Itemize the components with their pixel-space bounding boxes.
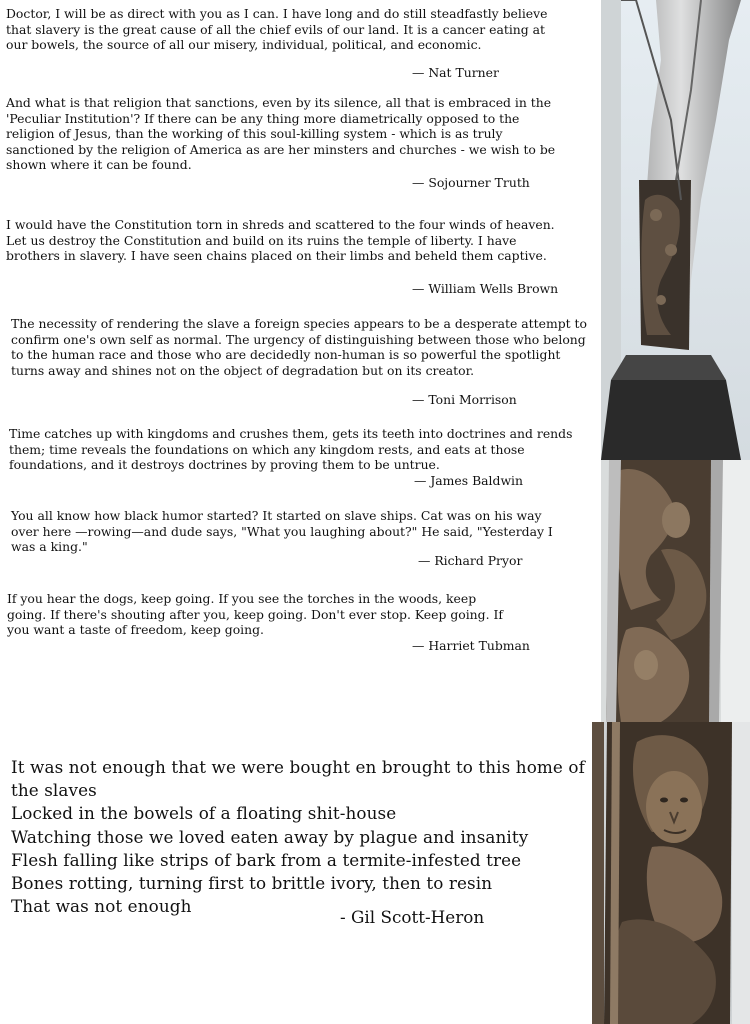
quote-text-sojourner-truth: And what is that religion that sanctions, even by its silence, all that is embraced in the 'Peculiar Institution'? If there can be any thing more diametrically opposed to the religion of Jesus, than the working of this soul-killing system - which is as truly sanctioned by the religion of America as are her minsters and churches - we wish to be shown where it can be found. [6, 95, 556, 173]
poem-author: - Gil Scott-Heron [340, 907, 485, 927]
quote-author-sojourner-truth: — Sojourner Truth [412, 175, 530, 190]
quote-text-james-baldwin: Time catches up with kingdoms and crushes them, gets its teeth into doctrines and rends them; time reveals the foundations on which any kingdom rests, and eats at those foundations, and it destroys doctrines by proving them to be untrue. [9, 426, 573, 473]
poem-line: That was not enough [11, 896, 192, 917]
quote-text-richard-pryor: You all know how black humor started? It started on slave ships. Cat was on his way over here —rowing—and dude says, "What you laughing about?" He said, "Yesterday I was a king." [11, 508, 553, 555]
poem-line: Flesh falling like strips of bark from a termite-infested tree [11, 849, 522, 870]
poem-line: Bones rotting, turning first to brittle ivory, then to resin [11, 873, 493, 894]
sculpture-photo-figures [601, 460, 750, 722]
quote-author-william-wells-brown: — William Wells Brown [412, 281, 559, 296]
quote-author-james-baldwin: — James Baldwin [414, 473, 523, 488]
quote-text-nat-turner: Doctor, I will be as direct with you as I can. I have long and do still steadfastly believe that slavery is the great cause of all the chief evils of our land. It is a cancer eating at our bowels, the source of all our misery, individual, political, and economic. [6, 6, 548, 53]
quote-text-harriet-tubman: If you hear the dogs, keep going. If you see the torches in the woods, keep going. If there's shouting after you, keep going. Don't ever stop. Keep going. If you want a taste of freedom, keep going. [7, 591, 503, 638]
sculpture-photo-full [601, 0, 750, 460]
poem [11, 756, 591, 918]
quote-text-william-wells-brown: I would have the Constitution torn in shreds and scattered to the four winds of heaven. Let us destroy the Constitution and build on its ruins the temple of liberty. I have brothers in slavery. I have seen chains placed on their limbs and beheld them captive. [6, 217, 555, 264]
quote-author-toni-morrison: — Toni Morrison [412, 392, 517, 407]
poem-line: Locked in the bowels of a floating shit-house [11, 803, 397, 824]
sculpture-photo-face [592, 722, 750, 1024]
quote-text-toni-morrison: The necessity of rendering the slave a foreign species appears to be a desperate attempt to confirm one's own self as normal. The urgency of distinguishing between those who belong to the human race and those who are decidedly non-human is so powerful the spotlight turns away and shines not on the object of degradation but on its creator. [11, 316, 587, 378]
quote-author-harriet-tubman: — Harriet Tubman [412, 638, 530, 653]
quote-author-richard-pryor: — Richard Pryor [418, 553, 523, 568]
poem-line: Watching those we loved eaten away by plague and insanity [11, 826, 529, 847]
quote-author-nat-turner: — Nat Turner [412, 65, 499, 80]
poem-line: It was not enough that we were bought en brought to this home of the slaves [11, 757, 585, 801]
